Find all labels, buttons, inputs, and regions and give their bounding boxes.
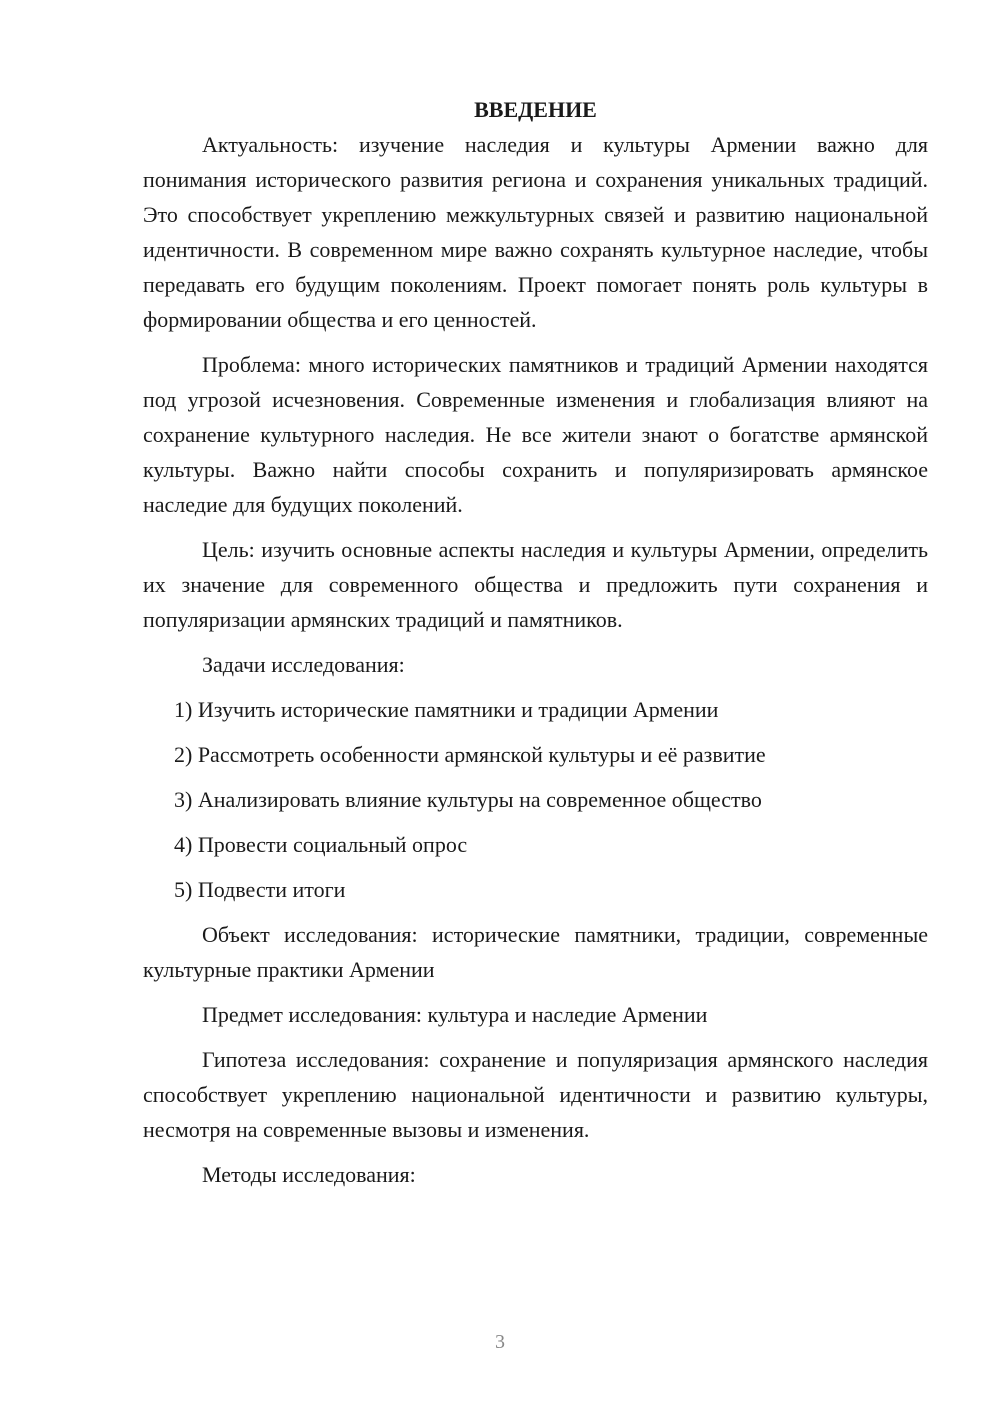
task-item-3: 3) Анализировать влияние культуры на современное общество <box>174 787 762 812</box>
document-page <box>143 92 928 1202</box>
object-paragraph: Объект исследования: исторические памятники, традиции, современные культурные практики Армении <box>143 922 928 982</box>
problem-paragraph: Проблема: много исторических памятников и традиций Армении находятся под угрозой исчезновения. Современные изменения и глобализация влияют на сохранение культурного наследия. Не все жители знают о богатстве армянской культуры. Важно найти способы сохранить и популяризировать армянское наследие для будущих поколений. <box>143 352 928 517</box>
methods-heading: Методы исследования: <box>202 1162 416 1187</box>
relevance-paragraph: Актуальность: изучение наследия и культуры Армении важно для понимания исторического развития региона и сохранения уникальных традиций. Это способствует укреплению межкультурных связей и развитию национальной идентичности. В современном мире важно сохранять культурное наследие, чтобы передавать его будущим поколениям. Проект помогает понять роль культуры в формировании общества и его ценностей. <box>143 132 928 332</box>
task-item-5: 5) Подвести итоги <box>174 877 346 902</box>
tasks-heading: Задачи исследования: <box>202 652 405 677</box>
task-item-1: 1) Изучить исторические памятники и традиции Армении <box>174 697 719 722</box>
task-item-2: 2) Рассмотреть особенности армянской культуры и её развитие <box>174 742 766 767</box>
tasks-list <box>143 692 928 907</box>
subject-paragraph: Предмет исследования: культура и наследие Армении <box>202 1002 708 1027</box>
section-title: ВВЕДЕНИЕ <box>474 97 597 122</box>
goal-paragraph: Цель: изучить основные аспекты наследия и культуры Армении, определить их значение для современного общества и предложить пути сохранения и популяризации армянских традиций и памятников. <box>143 537 928 632</box>
task-item-4: 4) Провести социальный опрос <box>174 832 468 857</box>
page-number: 3 <box>495 1331 505 1353</box>
hypothesis-paragraph: Гипотеза исследования: сохранение и популяризация армянского наследия способствует укреплению национальной идентичности и развитию культуры, несмотря на современные вызовы и изменения. <box>143 1047 928 1142</box>
